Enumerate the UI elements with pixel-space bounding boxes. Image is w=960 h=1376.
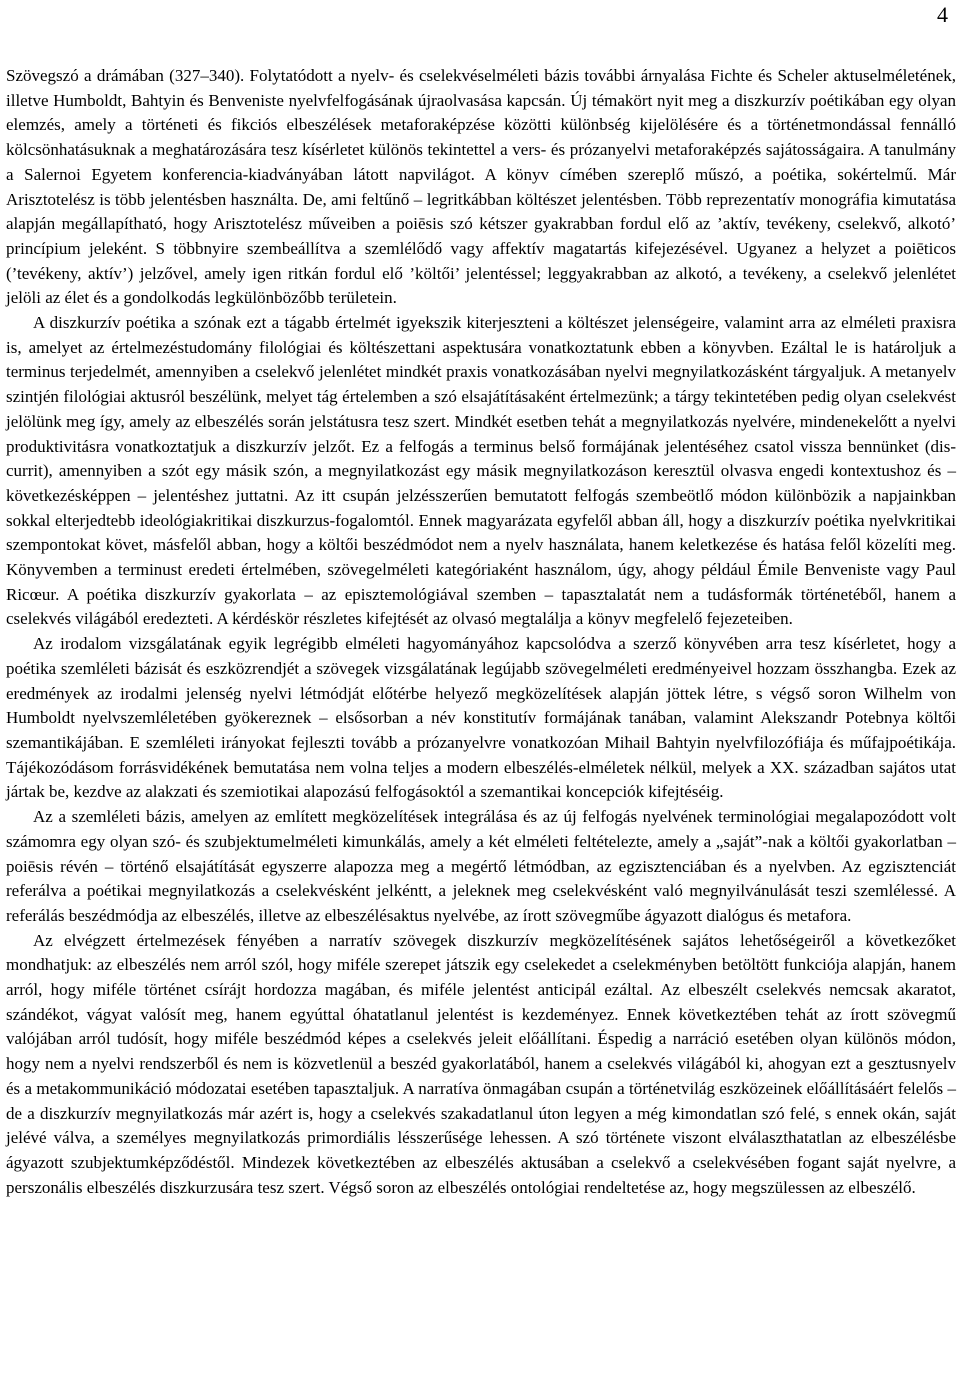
paragraph: Az elvégzett értelmezések fényében a narratív szövegek diszkurzív megközelítésének sajátos lehetőségeiről a következőket mondhatjuk: az elbeszélés nem arról szól, hogy miféle szerepet játszik egy cselekedet a cselekményben betöltött funkciója alapján, hanem arról, hogy miféle történet csírájt hordozza magában, és miféle jelentést anticipál ezáltal. Az elbeszélt cselekvés nemcsak akaratot, szándékot, vágyat valósít meg, hanem egyúttal óhatatlanul jelentést is kezdeményez. Ennek következtében tehát az írott szövegmű valójában arról tudósít, hogy miféle beszédmód képes a cselekvés jeleit előállítani. Éspedig a narráció esetében olyan különös módon, hogy nem a nyelvi rendszerből és nem is közvetlenül a beszéd gyakorlatából, hanem a cselekvés világából ki, ahogyan ezt a gesztusnyelv és a metakommunikáció módozatai esetében tapasztaljuk. A narratíva önmagában csupán a történetvilág eszközeinek előállításáért felelős – de a diszkurzív megnyilatkozás már azért is, hogy a cselekvés szakadatlanul úton legyen a még kimondatlan szó felé, s ennek okán, saját jelévé válva, a személyes megnyilatkozás primordiális lésszerűsége lehessen. A szó története viszont elválaszthatatlan az elbeszélésbe ágyazott szubjektumképződéstől. Mindezek következtében az elbeszélés aktusában a cselekvő a cselekvésében fogant saját nyelvre, a perszonális elbeszélés diszkurzusára tesz szert. Végső soron az elbeszélés ontológiai rendeltetése az, hogy megszülessen az elbeszélő. <box>6 930 956 1197</box>
paragraph: Szövegszó a drámában (327–340). Folytatódott a nyelv- és cselekvéselméleti bázis további árnyalása Fichte és Scheler aktuselméletének, illetve Humboldt, Bahtyin és Benveniste nyelvfelfogásának újraolvasása kapcsán. Új témakört nyit meg a diszkurzív poétikában egy olyan elemzés, amely a történeti és fikciós elbeszélések metaforaképzése közötti különbség kijelölésére és a történetmondással fennálló kölcsönhatásuknak a meghatározására tesz kísérletet különös tekintettel a vers- és prózanyelvi metaforaképzés sajátosságaira. A tanulmány a Salernoi Egyetem konferencia-kiadványában látott napvilágot. A könyv címében szereplő műszó, a poétika, sokértelmű. Már Arisztotelész is több jelentésben használta. De, ami feltűnő – legritkábban költészet jelentésben. Több reprezentatív monográfia kimutatása alapján megállapítható, hogy Arisztotelész műveiben a poiēsis szó kétszer gyakrabban fordul elő az ’aktív, tevékeny, cselekvő, alkotó’ princípium jeleként. S többnyire szembeállítva a szemlélődő vagy affektív magatartás kifejezésével. Ugyanez a helyzet a poiēticos (’tevékeny, aktív’) jelzővel, amely igen ritkán fordul elő ’költői’ jelentéssel; leggyakrabban az alkotó, a tevékeny, a cselekvő jelenlétet jelöli az élet és a gondolkodás legkülönbözőbb területein. <box>6 66 956 308</box>
paragraph: Az irodalom vizsgálatának egyik legrégibb elméleti hagyományához kapcsolódva a szerző könyvében arra tesz kísérletet, hogy a poétika szemléleti bázisát és eszközrendjét a szövegek vizsgálatának legújabb szövegelméleti eredményeivel hozzam összhangba. Ezek az eredmények az irodalmi jelenség nyelvi létmódját előtérbe helyező megközelítések alapján jöttek létre, s végső soron Wilhelm von Humboldt nyelvszemléletében gyökereznek – elsősorban a név konstitutív formájának tanában, valamint Alekszandr Potebnya költői szemantikájában. E szemléleti irányokat fejleszti tovább a prózanyelvre vonatkozóan Mihail Bahtyin nyelvfilozófiája és műfajpoétikája. Tájékozódásom forrásvidékének bemutatása nem volna teljes a modern elbeszélés-elméletek nélkül, melyek a XX. században sajátos utat jártak be, kezdve az alakzati és szemiotikai alapozású felfogásoktól a szemantikai koncepciók kifejtéséig. <box>6 634 956 802</box>
paragraph: Az a szemléleti bázis, amelyen az említett megközelítések integrálása és az új felfogás nyelvének terminológiai megalapozódott volt számomra egy olyan szó- és szubjektumelméleti kimunkálás, amely a két elméleti feltételezte, amely a „saját”-nak a költői gyakorlatban – poiēsis révén – történő elsajátítását egyszerre alapozza meg a megértő létmódban, az egzisztenciában és a nyelvben. Az egzisztenciát referálva a poétikai megnyilatkozás a cselekvésként jelkéntt, a jeleknek meg cselekvésként való megnyilvánulását teszi szemlélessé. A referálás beszédmódja az elbeszélés, illetve az elbeszélésaktus nyelvébe, az írott szövegműbe ágyazott dialógus és metafora. <box>6 807 956 925</box>
paragraph: A diszkurzív poétika a szónak ezt a tágabb értelmét igyekszik kiterjeszteni a költészet jelenségeire, valamint arra az elméleti praxisra is, amelyet az értelmezéstudomány filológiai és költészettani aspektusára vonatkoztatunk ebben a könyvben. Ezáltal le is határoljuk a terminus terjedelmét, amennyiben a cselekvő jelenlétet mindkét praxis vonatkozásában nyelvi megnyilatkozásként tárgyaljuk. A metanyelv szintjén filológiai aktusról beszélünk, melyet tág értelemben a szó elsajátításaként értelmezünk; a tárgy tekintetében pedig olyan cselekvést jelölünk meg így, amely az elbeszélés során jelstátusra tesz szert. Mindkét esetben tehát a megnyilatkozás nyelvére, mindenekelőtt a nyelvi produktivitásra vonatkoztatjuk a diszkurzív jelzőt. Ez a felfogás a terminus belső formájának jelentéséhez csatol vissza bennünket (dis- currit), amennyiben a szót egy másik szón, a megnyilatkozást egy másik megnyilatkozáson keresztül olvasva engedi kontextushoz és – következésképpen – jelentéshez juttatni. Az itt csupán jelzésszerűen bemutatott felfogás szembeötlő módon különbözik a napjainkban sokkal elterjedtebb ideológiakritikai diszkurzus-fogalomtól. Ennek magyarázata egyfelől abban áll, hogy a diszkurzív poétika nyelvkritikai szempontokat követ, másfelől abban, hogy a költői beszédmódot nem a nyelv használata, hanem keletkezése és hatása felől közelíti meg. Könyvemben a terminust eredeti értelmében, szövegelméleti kategóriaként használom, úgy, ahogy például Émile Benveniste vagy Paul Ricœur. A poétika diszkurzív gyakorlata – az episztemológiával szemben – tapasztalatát nem a tudásformák történetéből, hanem a cselekvés világából eredezteti. A kérdéskör részletes kifejtését az olvasó megtalálja a könyv megfelelő fejezeteiben. <box>6 313 956 629</box>
document-page <box>6 0 956 1376</box>
body-text <box>6 64 956 1200</box>
page-number: 4 <box>937 2 948 27</box>
